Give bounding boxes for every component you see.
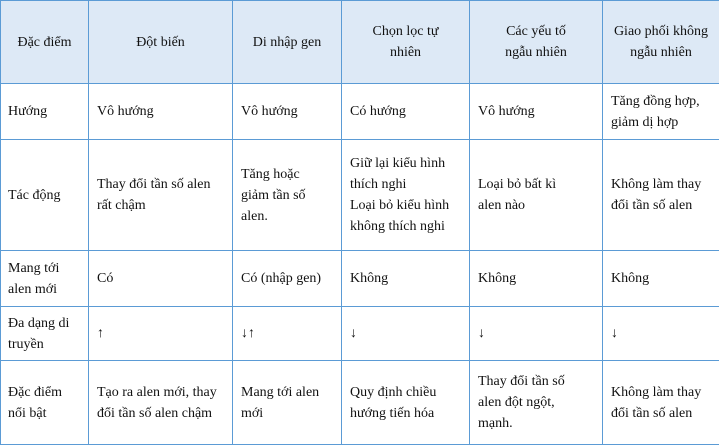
row-label: Hướng <box>1 84 89 140</box>
header-cell: Giao phối không ngẫu nhiên <box>603 1 719 84</box>
table-cell: Loại bỏ bất kì alen nào <box>470 140 603 251</box>
cell-line: Loại bỏ kiểu hình không thích nghi <box>350 198 450 234</box>
table-cell: Tăng hoặc giảm tần số alen. <box>233 140 342 251</box>
table-cell: Quy định chiều hướng tiến hóa <box>342 361 470 445</box>
table-cell: ↓ <box>603 307 719 361</box>
cell-line: Giữ lại kiểu hình thích nghi <box>350 156 446 192</box>
table-cell: ↓ <box>342 307 470 361</box>
table-cell: Tạo ra alen mới, thay đổi tần số alen chậm <box>89 361 233 445</box>
row-label: Đặc điểm nổi bật <box>1 361 89 445</box>
table-cell: ↓ <box>470 307 603 361</box>
row-label: Mang tới alen mới <box>1 251 89 307</box>
table-cell: Có hướng <box>342 84 470 140</box>
table-cell: Tăng đồng hợp, giảm dị hợp <box>603 84 719 140</box>
table-cell: Không làm thay đổi tần số alen <box>603 140 719 251</box>
header-cell: Chọn lọc tự nhiên <box>342 1 470 84</box>
row-label: Đa dạng di truyền <box>1 307 89 361</box>
table-row <box>1 361 719 445</box>
table-cell: Vô hướng <box>233 84 342 140</box>
table-cell: Có (nhập gen) <box>233 251 342 307</box>
header-cell: Di nhập gen <box>233 1 342 84</box>
table-row <box>1 140 719 251</box>
header-cell: Đột biến <box>89 1 233 84</box>
table-cell: Vô hướng <box>470 84 603 140</box>
table-cell: Thay đổi tần số alen đột ngột, mạnh. <box>470 361 603 445</box>
table-cell: ↓↑ <box>233 307 342 361</box>
table-cell <box>342 140 470 251</box>
table-cell: ↑ <box>89 307 233 361</box>
table-row <box>1 84 719 140</box>
header-cell: Các yếu tố ngẫu nhiên <box>470 1 603 84</box>
table-cell: Không <box>603 251 719 307</box>
header-row <box>1 1 719 84</box>
table-cell: Có <box>89 251 233 307</box>
table-cell: Không <box>470 251 603 307</box>
header-cell: Đặc điểm <box>1 1 89 84</box>
table-cell: Vô hướng <box>89 84 233 140</box>
table-cell: Không làm thay đổi tần số alen <box>603 361 719 445</box>
row-label: Tác động <box>1 140 89 251</box>
table-cell: Mang tới alen mới <box>233 361 342 445</box>
table-cell: Không <box>342 251 470 307</box>
table-row <box>1 307 719 361</box>
table-cell: Thay đổi tần số alen rất chậm <box>89 140 233 251</box>
table-row <box>1 251 719 307</box>
